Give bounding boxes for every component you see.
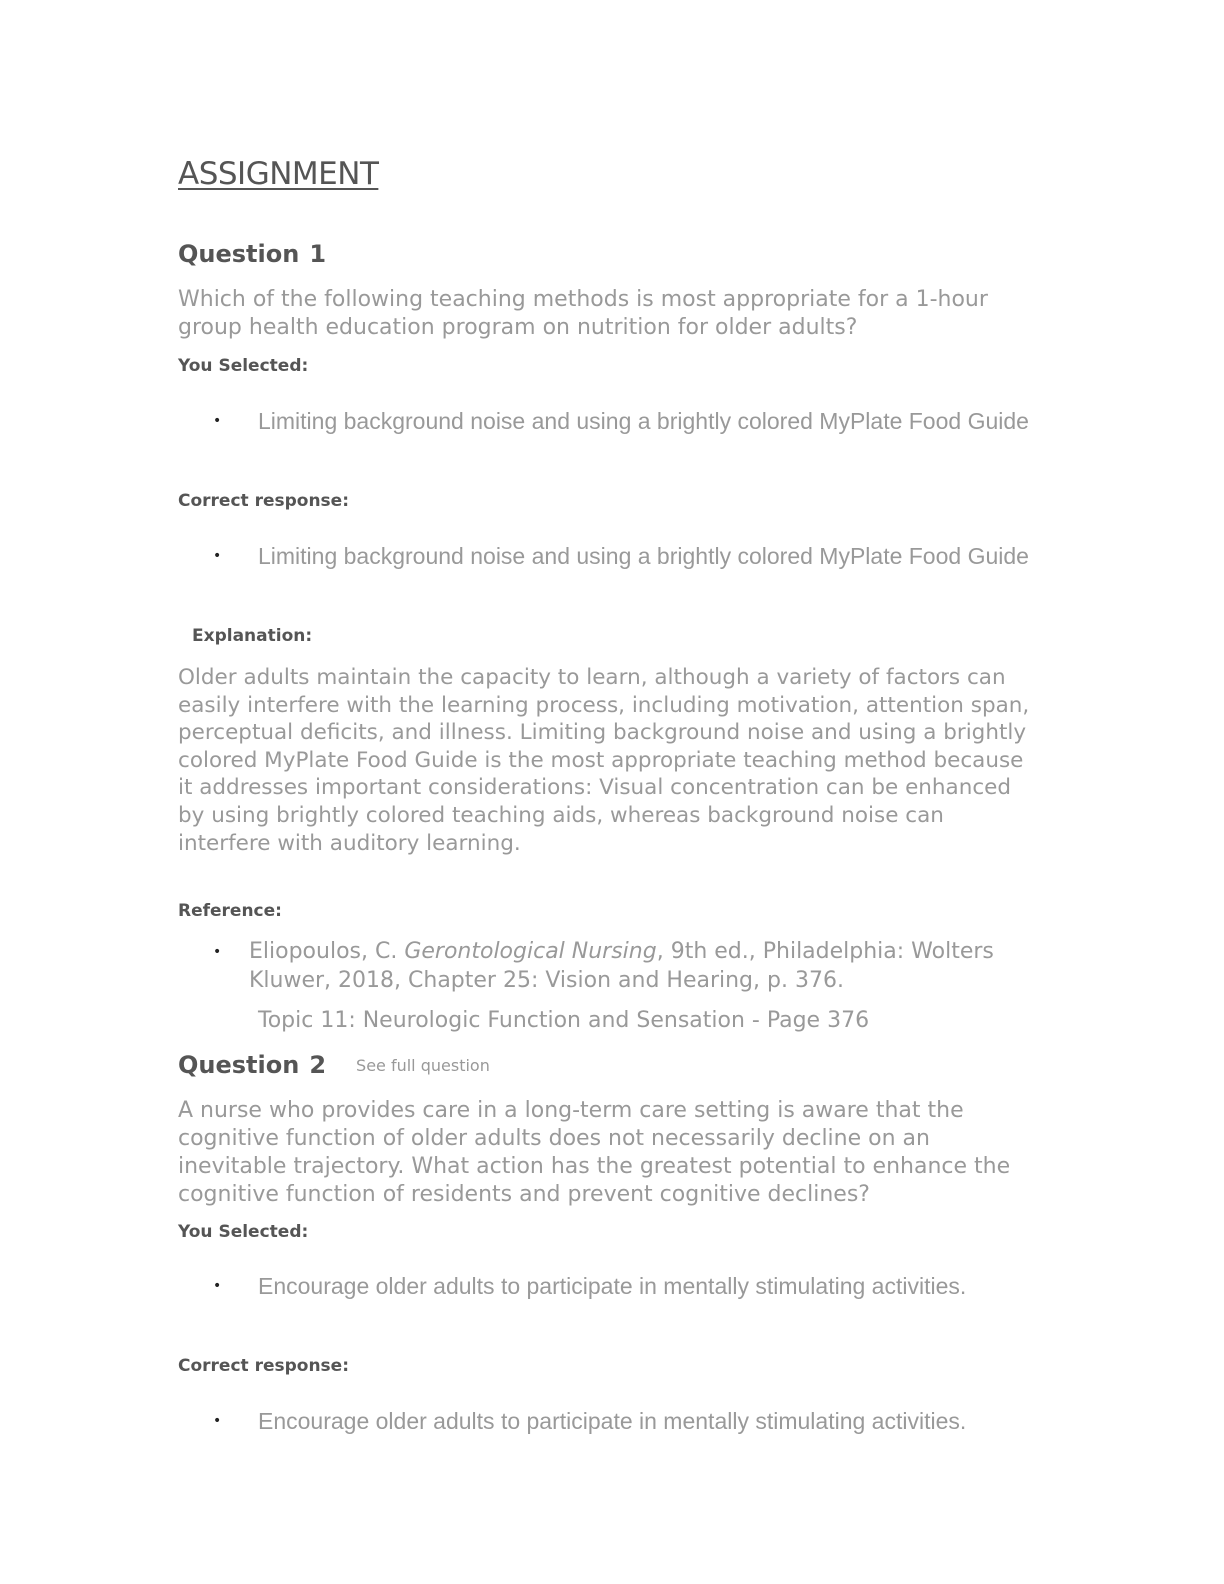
you-selected-answer: Encourage older adults to participate in mentally stimulating activities. — [258, 1273, 967, 1299]
bullet-icon: • — [213, 548, 222, 564]
reference-citation — [249, 937, 1039, 995]
explanation-label: Explanation: — [192, 626, 313, 646]
question-1-text: Which of the following teaching methods is most appropriate for a 1-hour group health education program on nutrition for older adults? — [178, 287, 988, 340]
question-1-heading — [178, 240, 326, 268]
question-2-text: A nurse who provides care in a long-term care setting is aware that the cognitive function of older adults does not necessarily decline on an inevitable trajectory. What action has the greatest potential to enhance the cognitive function of residents and prevent cognitive declines? — [178, 1098, 1011, 1207]
correct-response-label: Correct response: — [178, 491, 350, 511]
explanation-text: Older adults maintain the capacity to learn, although a variety of factors can easily interfere with the learning process, including motivation, attention span, perceptual deficits, and illness. Limiting background noise and using a brightly colored MyPlate Food Guide is the most appropriate teaching method because it addresses important considerations: Visual concentration can be enhanced by using brightly colored teaching aids, whereas background noise can interfere with auditory learning. — [178, 665, 1030, 856]
reference-author: Eliopoulos, C. — [249, 939, 398, 964]
topic-reference: Topic 11: Neurologic Function and Sensation - Page 376 — [258, 1008, 870, 1033]
question-number: 2 — [309, 1051, 327, 1079]
reference-details: , 9th ed., Philadelphia: Wolters Kluwer, 2018, Chapter 25: Vision and Hearing, p. 376. — [249, 939, 994, 993]
bullet-icon: • — [213, 1278, 222, 1294]
question-2-heading — [178, 1051, 490, 1079]
see-full-question-link[interactable]: See full question — [356, 1056, 490, 1075]
reference-label: Reference: — [178, 901, 282, 921]
correct-response-label: Correct response: — [178, 1356, 350, 1376]
question-number: 1 — [309, 240, 327, 268]
you-selected-label: You Selected: — [178, 356, 309, 376]
bullet-icon: • — [213, 413, 222, 429]
correct-response-answer: Encourage older adults to participate in mentally stimulating activities. — [258, 1408, 967, 1434]
reference-book-title: Gerontological Nursing — [404, 939, 657, 964]
bullet-icon: • — [213, 944, 222, 960]
bullet-icon: • — [213, 1413, 222, 1429]
question-label: Question — [178, 240, 300, 268]
correct-response-answer: Limiting background noise and using a brightly colored MyPlate Food Guide — [258, 543, 1029, 569]
you-selected-answer: Limiting background noise and using a brightly colored MyPlate Food Guide — [258, 408, 1029, 434]
question-label: Question — [178, 1051, 300, 1079]
you-selected-label: You Selected: — [178, 1222, 309, 1242]
page-title: ASSIGNMENT — [178, 156, 379, 192]
